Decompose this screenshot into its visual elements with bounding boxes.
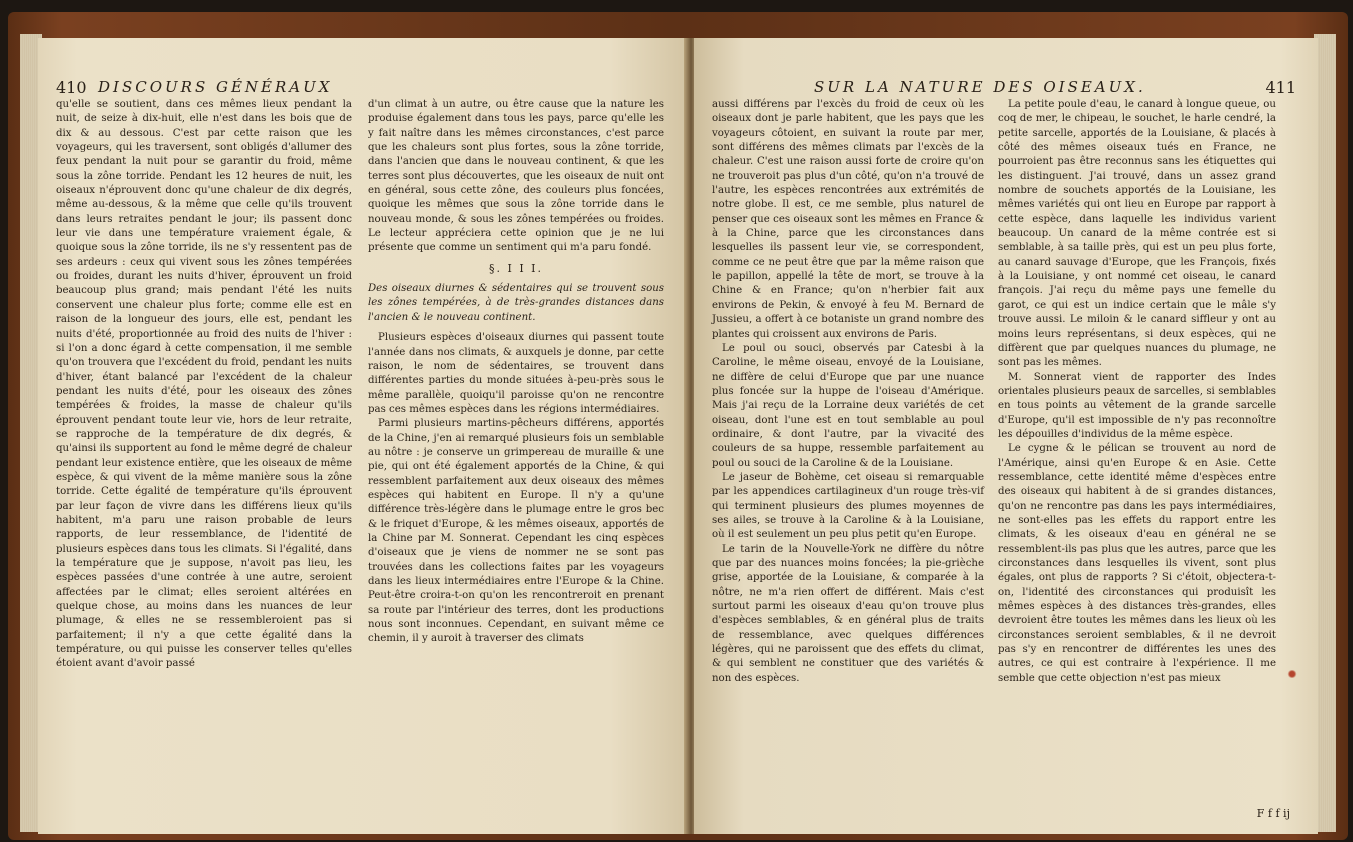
right-page-number: 411 (1265, 78, 1296, 97)
paragraph: Plusieurs espèces d'oiseaux diurnes qui passent toute l'année dans nos climats, & auxquels je donne, par cette raison, le nom de sédentaires, se trouvent dans différentes parties du monde situées à-peu-près sous le même parallèle, quoiqu'il paroisse qu'on ne rencontre pas ces mêmes espèces dans les régions intermédiaires. (368, 332, 664, 415)
paragraph: M. Sonnerat vient de rapporter des Indes orientales plusieurs peaux de sarcelles, si semblables en tous points au vêtement de la grande sarcelle d'Europe, qu'il est impossible de n'y pas reconnoître les dépouilles d'individus de la même espèce. (998, 371, 1276, 440)
paragraph: Le poul ou souci, observés par Catesbi à la Caroline, le même oiseau, envoyé de la Louisiane, ne diffère de celui d'Europe que par une nuance plus foncée sur la huppe de l'oiseau d'Amérique. Mais j'ai reçu de la Lorraine deux variétés de cet oiseau, dont l'une est en tout semblable au poul ordinaire, & dont l'autre, par la vivacité des couleurs de sa huppe, ressemble parfaitement au poul ou souci de la Caroline & de la Louisiane. (712, 342, 984, 469)
left-column-2 (368, 98, 664, 647)
paragraph: qu'elle se soutient, dans ces mêmes lieux pendant la nuit, de seize à dix-huit, elle n'est dans les bois que de dix & au dessous. C'est par cette raison que les voyageurs, qui les traversent, sont obligés d'allumer des feux pendant la nuit pour se garantir du froid, même sous la zône torride. Pendant les 12 heures de nuit, les oiseaux n'éprouvent donc qu'une chaleur de dix degrés, même au-dessous, & la même que celle qu'ils trouvent dans leurs retraites pendant le jour; ils passent donc leur vie dans une température vraiement égale, & quoique sous la zône torride, ils ne s'y ressentent pas de ses ardeurs : ceux qui vivent sous les zônes tempérées ou froides, durant les nuits d'hiver, éprouvent un froid beaucoup plus grand; mais pendant l'été les nuits conservent une chaleur plus forte; comme elle est en raison de la longueur des jours, elle est, pendant les nuits d'été, proportionnée au froid des nuits de l'hiver : si l'on a donc égard à cette compensation, il me semble qu'on trouvera que l'excédent du froid, pendant les nuits d'hiver, étant balancé par l'excédent de la chaleur pendant les nuits d'été, pour les oiseaux des zônes tempérées & froides, la masse de chaleur qu'ils éprouvent pendant toute leur vie, hors de leur retraite, se rapproche de la température de dix degrés, & qu'ainsi ils supportent au fond le même degré de chaleur pendant leur existence entière, que les oiseaux de même espèce, & qui vivent de la même manière sous la zône torride. Cette égalité de température qu'ils éprouvent par leur façon de vivre dans les différens lieux qu'ils habitent, m'a paru une raison probable de leurs rapports, de leur ressemblance, de l'identité de plusieurs espèces dans tous les climats. Si l'égalité, dans la température que je suppose, n'avoit pas lieu, les espèces passées d'une contrée à une autre, seroient affectées par le climat; elles seroient altérées en quelque chose, au moins dans les nuances de leur plumage, & elles ne se ressembleroient pas si parfaitement; il n'y a que cette égalité dans la température, ou qui puisse les conserver telles qu'elles étoient avant d'avoir passé (56, 99, 352, 670)
section-subtitle: Des oiseaux diurnes & sédentaires qui se trouvent sous les zônes tempérées, à de très-grandes distances dans l'ancien & le nouveau continent. (368, 283, 664, 323)
paragraph: Parmi plusieurs martins-pêcheurs différens, apportés de la Chine, j'en ai remarqué plusieurs fois un semblable au nôtre : je conserve un grimpereau de muraille & une pie, qui ont été également apportés de la Chine, & qui ressemblent parfaitement aux deux oiseaux des mêmes espèces qui habitent en Europe. Il n'y a qu'une différence très-légère dans le plumage entre le gros bec & le friquet d'Europe, & les mêmes oiseaux, apportés de la Chine par M. Sonnerat. Cependant les cinq espèces d'oiseaux que je viens de nommer ne se sont pas trouvées dans les collections faites par les voyageurs dans les lieux intermédiaires entre l'Europe & la Chine. Peut-être croira-t-on qu'on les rencontreroit en prenant sa route par l'intérieur des terres, dont les productions nous sont inconnues. Cependant, en suivant même ce chemin, il y auroit à traverser des climats (368, 418, 664, 645)
paragraph: Le cygne & le pélican se trouvent au nord de l'Amérique, ainsi qu'en Europe & en Asie. Cette ressemblance, cette identité même d'espèces entre des oiseaux qui habitent à de si grandes distances, qu'on ne rencontre pas dans les pays intermédiaires, ne sont-elles pas les effets du rapport entre les climats, & les oiseaux d'eau en général ne se ressemblent-ils pas plus que les autres, parce que les circonstances dans lesquelles ils vivent, sont plus égales, ont plus de rapports ? Si c'étoit, objectera-t-on, l'identité des circonstances qui produisît les mêmes espèces à des distances très-grandes, elles devroient être toutes les mêmes dans les lieux où les circonstances seroient semblables, & il ne devroit pas s'y en rencontrer de différentes les unes des autres, ce qui est contraire à l'expérience. Il me semble que cette objection n'est pas mieux (998, 443, 1276, 684)
red-ink-stain (1287, 670, 1297, 678)
paragraph: Le jaseur de Bohème, cet oiseau si remarquable par les appendices cartilagineux d'un rouge très-vif qui terminent plusieurs des plumes moyennes de ses ailes, se trouve à la Caroline & à la Louisiane, où il est seulement un peu plus petit qu'en Europe. (712, 471, 984, 541)
left-page-number: 410 (56, 78, 87, 97)
left-page (38, 38, 688, 834)
section-heading: §. I I I. (488, 261, 544, 275)
signature-mark: F f f ij (1256, 807, 1290, 820)
paragraph: d'un climat à un autre, ou être cause que la nature les produise également dans tous les pays, parce qu'elle les y fait naître dans les mêmes circonstances, c'est parce que les chaleurs sont plus fortes, sous la zône torride, dans l'ancien que dans le nouveau continent, & que les terres sont plus découvertes, que les oiseaux de nuit ont en général, sous cette zône, des couleurs plus foncées, quoique les mêmes que sous la zône torride dans le nouveau monde, & sous les zônes tempérées ou froides. Le lecteur appréciera cette opinion que je ne lui présente que comme un sentiment qui m'a paru fondé. (368, 99, 664, 254)
paragraph: La petite poule d'eau, le canard à longue queue, ou coq de mer, le chipeau, le souchet, le harle cendré, la petite sarcelle, apportés de la Louisiane, & placés à côté des mêmes oiseaux tués en France, ne pourroient pas être reconnus sans les étiquettes qui les distinguent. J'ai trouvé, dans un assez grand nombre de souchets apportés de la Louisiane, les mêmes variétés qui ont lieu en Europe par rapport à cette espèce, dans laquelle les individus varient beaucoup. Un canard de la même contrée est si semblable, à sa taille près, qui est un peu plus forte, au canard sauvage d'Europe, que les François, fixés à la Louisiane, y ont nommé cet oiseau, le canard françois. J'ai reçu du même pays une femelle du garot, ce qui est un indice certain que le mâle s'y trouve aussi. Le miloin & le canard siffleur y ont au moins leurs représentans, si deux espèces, qui ne diffèrent que par quelques nuances du plumage, ne sont pas les mêmes. (998, 99, 1276, 369)
paragraph: aussi différens par l'excès du froid de ceux où les oiseaux dont je parle habitent, que les pays que les voyageurs côtoient, en suivant la route par mer, sont différens des mêmes climats par l'excès de la chaleur. C'est une raison aussi forte de croire qu'on ne trouveroit pas plus d'un côté, qu'on n'a trouvé de l'autre, les espèces rencontrées aux extrémités de notre globe. Il est, ce me semble, plus naturel de penser que ces oiseaux sont les mêmes en France & à la Chine, parce que les circonstances dans lesquelles ils passent leur vie, se correspondent, comme ce ne peut être que par la même raison que le papillon, appellé la tête de mort, se trouve à la Chine & en France; qu'on n'herbier fait aux environs de Pekin, & envoyé à feu M. Bernard de Jussieu, a offert à ce botaniste un grand nombre des plantes qui croissent aux environs de Paris. (712, 99, 984, 340)
right-page (694, 38, 1318, 834)
right-column-2 (998, 98, 1276, 686)
right-running-head: SUR LA NATURE DES OISEAUX. (814, 78, 1146, 96)
open-book (8, 12, 1348, 840)
left-running-head: DISCOURS GÉNÉRAUX (98, 78, 333, 96)
paragraph: Le tarin de la Nouvelle-York ne diffère du nôtre que par des nuances moins foncées; la pie-grièche grise, apportée de la Louisiane, & comparée à la nôtre, ne m'a rien offert de différent. Mais c'est surtout parmi les oiseaux d'eau qu'on trouve plus d'espèces semblables, & en général plus de traits de ressemblance, avec quelques différences légères, qui ne paroissent que des effets du climat, & qui semblent ne constituer que des variétés & non des espèces. (712, 543, 984, 684)
left-column-1 (56, 98, 352, 672)
right-column-1 (712, 98, 984, 686)
